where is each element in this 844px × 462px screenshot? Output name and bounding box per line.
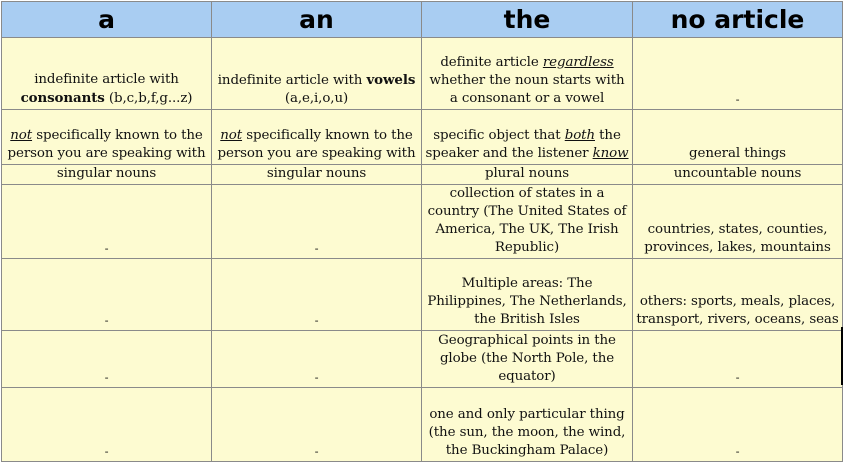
cell-bold-text: vowels <box>366 72 416 88</box>
cell-the-specificity <box>422 110 633 165</box>
cell-the-noun-type: plural nouns <box>422 165 633 185</box>
table-row <box>2 38 843 110</box>
cell-an-unique-things: - <box>212 388 422 462</box>
cell-emphasis-text: not <box>10 128 33 143</box>
header-row <box>2 2 843 38</box>
header-no-article: no article <box>633 2 843 38</box>
cell-the-definition <box>422 38 633 110</box>
cell-no-article-specificity: general things <box>633 110 843 165</box>
cell-a-specificity <box>2 110 212 165</box>
cell-text: specific object that <box>433 128 565 143</box>
table-row <box>2 110 843 165</box>
cell-text: (a,e,i,o,u) <box>284 91 349 106</box>
cell-the-areas: Multiple areas: The Philippines, The Netherlands, the British Isles <box>422 259 633 331</box>
cell-a-noun-type: singular nouns <box>2 165 212 185</box>
cell-emphasis-text: regardless <box>542 55 614 70</box>
cell-a-geo-points: - <box>2 331 212 388</box>
table-row <box>2 185 843 259</box>
cell-no-article-countries: countries, states, counties, provinces, lakes, mountains <box>633 185 843 259</box>
cell-a-definition <box>2 38 212 110</box>
article-usage-table <box>1 1 843 462</box>
cell-text: specifically known to the person you are speaking with <box>7 128 206 161</box>
cell-emphasis-text: both <box>564 128 595 143</box>
cell-no-article-areas: others: sports, meals, places, transport, rivers, oceans, seas <box>633 259 843 331</box>
cell-text: whether the noun starts with a consonant or a vowel <box>429 73 625 106</box>
table-edge-marker <box>841 327 843 385</box>
cell-text: indefinite article with <box>34 72 179 87</box>
cell-an-specificity <box>212 110 422 165</box>
cell-no-article-geo-points: - <box>633 331 843 388</box>
cell-an-geo-points: - <box>212 331 422 388</box>
table-row <box>2 388 843 462</box>
header-the: the <box>422 2 633 38</box>
cell-bold-text: consonants <box>20 90 105 106</box>
cell-emphasis-text: not <box>220 128 243 143</box>
cell-emphasis-text: know <box>592 146 629 161</box>
cell-text: (b,c,b,f,g...z) <box>104 91 193 106</box>
cell-a-areas: - <box>2 259 212 331</box>
table-row <box>2 331 843 388</box>
cell-an-noun-type: singular nouns <box>212 165 422 185</box>
cell-an-areas: - <box>212 259 422 331</box>
table-row <box>2 259 843 331</box>
cell-no-article-unique-things: - <box>633 388 843 462</box>
cell-a-countries: - <box>2 185 212 259</box>
cell-a-unique-things: - <box>2 388 212 462</box>
table-row <box>2 165 843 185</box>
cell-text: the speaker and the listener <box>425 128 621 161</box>
cell-no-article-noun-type: uncountable nouns <box>633 165 843 185</box>
cell-no-article-definition: - <box>633 38 843 110</box>
cell-text: indefinite article with <box>217 73 367 88</box>
cell-an-countries: - <box>212 185 422 259</box>
cell-the-unique-things: one and only particular thing (the sun, the moon, the wind, the Buckingham Palace) <box>422 388 633 462</box>
cell-text: definite article <box>440 55 543 70</box>
header-a: a <box>2 2 212 38</box>
cell-an-definition <box>212 38 422 110</box>
header-an: an <box>212 2 422 38</box>
cell-the-countries: collection of states in a country (The United States of America, The UK, The Irish Republic) <box>422 185 633 259</box>
cell-text: specifically known to the person you are speaking with <box>217 128 416 161</box>
cell-the-geo-points: Geographical points in the globe (the North Pole, the equator) <box>422 331 633 388</box>
